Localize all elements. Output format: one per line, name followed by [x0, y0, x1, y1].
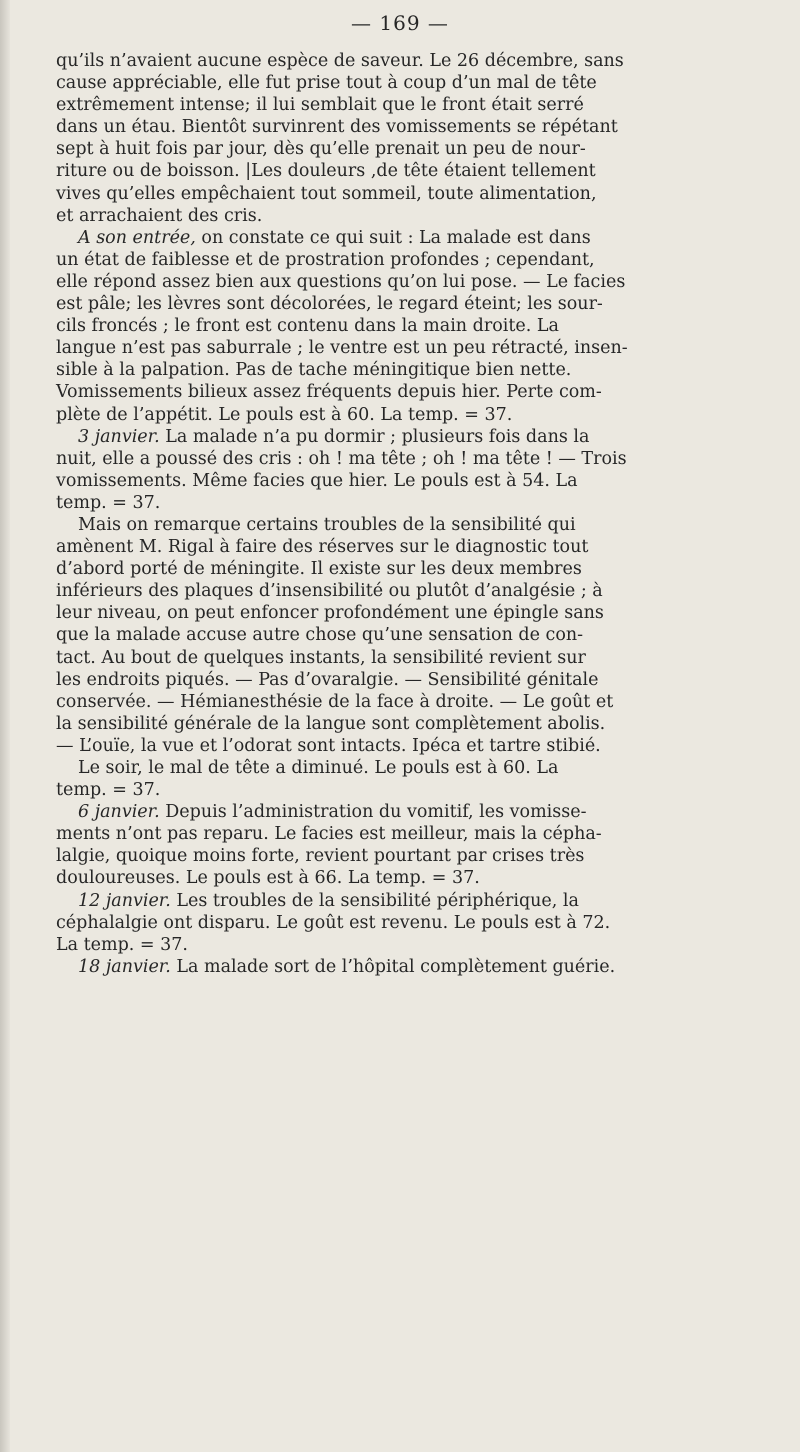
line-text: ments n’ont pas reparu. Le facies est meilleur, mais la cépha-	[56, 824, 602, 845]
line-text: tact. Au bout de quelques instants, la sensibilité revient sur	[56, 647, 586, 668]
text-line	[56, 448, 784, 470]
line-text: cause appréciable, elle fut prise tout à coup d’un mal de tête	[56, 73, 597, 94]
entry-date-lead: A son entrée,	[78, 227, 196, 248]
line-text: Mais on remarque certains troubles de la sensibilité qui	[78, 514, 576, 535]
line-text: plète de l’appétit. Le pouls est à 60. La temp. = 37.	[56, 404, 513, 425]
line-text: est pâle; les lèvres sont décolorées, le regard éteint; les sour-	[56, 294, 603, 315]
line-text: La temp. = 37.	[56, 934, 188, 955]
entry-date-lead: 18 janvier.	[78, 956, 171, 977]
line-text: Les troubles de la sensibilité périphérique, la	[170, 890, 579, 911]
line-text: La malade sort de l’hôpital complètement guérie.	[170, 956, 616, 977]
text-line	[56, 757, 784, 779]
line-text: d’abord porté de méningite. Il existe sur les deux membres	[56, 559, 582, 580]
text-line	[56, 249, 784, 271]
line-text: douloureuses. Le pouls est à 66. La temp. = 37.	[56, 868, 480, 889]
text-line	[56, 713, 784, 735]
text-line	[56, 624, 784, 646]
line-text: langue n’est pas saburrale ; le ventre est un peu rétracté, insen-	[56, 338, 628, 359]
page-number: — 169 —	[351, 11, 449, 35]
text-line	[56, 580, 784, 602]
line-text: sept à huit fois par jour, dès qu’elle prenait un peu de nour-	[56, 139, 586, 160]
text-line	[56, 801, 784, 823]
line-text: leur niveau, on peut enfoncer profondément une épingle sans	[56, 603, 604, 624]
line-text: Vomissements bilieux assez fréquents depuis hier. Perte com-	[56, 382, 602, 403]
line-text: amènent M. Rigal à faire des réserves sur le diagnostic tout	[56, 537, 589, 558]
text-line	[56, 536, 784, 558]
text-line	[56, 337, 784, 359]
text-line	[56, 691, 784, 713]
text-line	[56, 823, 784, 845]
text-line	[56, 227, 784, 249]
line-text: elle répond assez bien aux questions qu’on lui pose. — Le facies	[56, 271, 626, 292]
text-line	[56, 492, 784, 514]
line-text: dans un étau. Bientôt survinrent des vomissements se répétant	[56, 117, 618, 138]
text-line	[56, 735, 784, 757]
entry-date-lead: 3 janvier.	[78, 426, 160, 447]
line-text: céphalalgie ont disparu. Le goût est revenu. Le pouls est à 72.	[56, 912, 611, 933]
text-line	[56, 956, 784, 978]
text-line	[56, 293, 784, 315]
line-text: temp. = 37.	[56, 492, 161, 513]
line-text: on constate ce qui suit : La malade est dans	[195, 227, 591, 248]
text-line	[56, 381, 784, 403]
line-text: Depuis l’administration du vomitif, les vomisse-	[159, 802, 587, 823]
entry-date-lead: 12 janvier.	[78, 890, 171, 911]
line-text: conservée. — Hémianesthésie de la face à droite. — Le goût et	[56, 691, 614, 712]
text-line	[56, 647, 784, 669]
text-line	[56, 359, 784, 381]
entry-date-lead: 6 janvier.	[78, 802, 160, 823]
line-text: un état de faiblesse et de prostration profondes ; cependant,	[56, 249, 595, 270]
line-text: Le soir, le mal de tête a diminué. Le pouls est à 60. La	[78, 758, 559, 778]
text-line	[56, 514, 784, 536]
text-line	[56, 890, 784, 912]
text-line	[56, 669, 784, 691]
text-line	[56, 160, 784, 182]
text-line	[56, 72, 784, 94]
line-text: lalgie, quoique moins forte, revient pourtant par crises très	[56, 846, 585, 867]
line-text: — L’ouïe, la vue et l’odorat sont intacts. Ipéca et tartre stibié.	[56, 735, 601, 756]
text-line	[56, 845, 784, 867]
line-text: riture ou de boisson. |Les douleurs ,de tête étaient tellement	[56, 161, 596, 182]
line-text: nuit, elle a poussé des cris : oh ! ma tête ; oh ! ma tête ! — Trois	[56, 448, 627, 469]
line-text: vomissements. Même facies que hier. Le pouls est à 54. La	[56, 470, 578, 491]
text-line	[56, 602, 784, 624]
line-text: sible à la palpation. Pas de tache méningitique bien nette.	[56, 360, 572, 381]
text-line	[56, 867, 784, 889]
line-text: et arrachaient des cris.	[56, 205, 263, 226]
text-line	[56, 779, 784, 801]
text-line	[56, 116, 784, 138]
text-line	[56, 183, 784, 205]
line-text: La malade n’a pu dormir ; plusieurs fois dans la	[159, 426, 590, 447]
text-line	[56, 912, 784, 934]
line-text: temp. = 37.	[56, 780, 161, 801]
text-line	[56, 271, 784, 293]
line-text: que la malade accuse autre chose qu’une sensation de con-	[56, 625, 584, 646]
page-gutter-edge	[0, 0, 10, 1452]
text-line	[56, 934, 784, 956]
line-text: la sensibilité générale de la langue sont complètement abolis.	[56, 713, 606, 734]
text-line	[56, 558, 784, 580]
line-text: extrêmement intense; il lui semblait que le front était serré	[56, 95, 584, 116]
line-text: les endroits piqués. — Pas d’ovaralgie. — Sensibilité génitale	[56, 669, 599, 690]
text-line	[56, 205, 784, 227]
line-text: inférieurs des plaques d’insensibilité ou plutôt d’analgésie ; à	[56, 581, 603, 602]
text-line	[56, 138, 784, 160]
line-text: qu’ils n’avaient aucune espèce de saveur. Le 26 décembre, sans	[56, 51, 624, 71]
text-line	[56, 315, 784, 337]
text-line	[56, 94, 784, 116]
text-line	[56, 470, 784, 492]
text-line	[56, 50, 784, 72]
text-line	[56, 404, 784, 426]
text-line	[56, 426, 784, 448]
line-text: vives qu’elles empêchaient tout sommeil, toute alimentation,	[56, 183, 597, 204]
line-text: cils froncés ; le front est contenu dans la main droite. La	[56, 316, 559, 337]
body-text	[56, 50, 784, 978]
